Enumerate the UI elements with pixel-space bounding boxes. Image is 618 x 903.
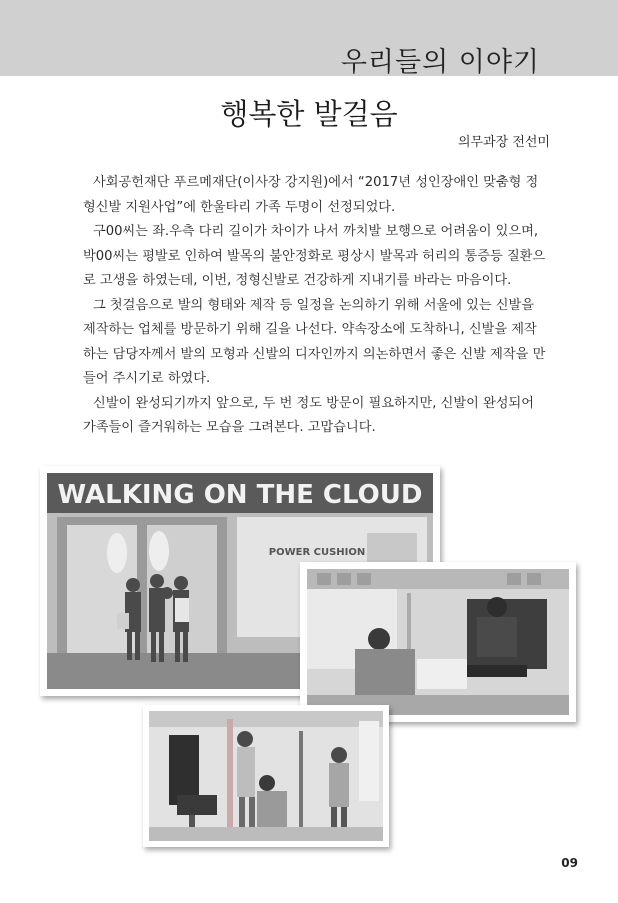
page-number: 09 xyxy=(561,856,578,870)
storefront-sign: WALKING ON THE CLOUD xyxy=(57,480,423,510)
article-body xyxy=(83,171,549,441)
article-author: 의무과장 전선미 xyxy=(457,135,550,150)
section-title: 우리들의 이야기 xyxy=(340,47,540,78)
photo-workshop xyxy=(143,705,389,847)
brand-sign: POWER CUSHION xyxy=(268,547,366,558)
article-title: 행복한 발걸음 xyxy=(220,97,398,131)
photo-fitting xyxy=(300,562,576,722)
paragraph-4: 신발이 완성되기까지 앞으로, 두 번 정도 방문이 필요하지만, 신발이 완성되어 가족들이 즐거워하는 모습을 그려본다. 고맙습니다. xyxy=(83,395,535,435)
paragraph-2: 구00씨는 좌.우측 다리 길이가 차이가 나서 까치발 보행으로 어려움이 있으며, 박00씨는 평발로 인하여 발목의 불안정화로 평상시 발목과 허리의 통증등 질환으로 고생을 하였는데, 이번, 정형신발로 건강하게 지내기를 바라는 마음이다. xyxy=(83,224,546,288)
paragraph-3: 그 첫걸음으로 발의 형태와 제작 등 일정을 논의하기 위해 서울에 있는 신발을 제작하는 업체를 방문하기 위해 길을 나선다. 약속장소에 도착하니, 신발을 제작하는 담당자께서 발의 모형과 신발의 디자인까지 의논하면서 좋은 신발 제작을 만들어 주시기로 하였다. xyxy=(83,297,546,386)
paragraph-1: 사회공헌재단 푸르메재단(이사장 강지원)에서 “2017년 성인장애인 맞춤형 정형신발 지원사업”에 한울타리 가족 두명이 선정되었다. xyxy=(83,175,539,215)
